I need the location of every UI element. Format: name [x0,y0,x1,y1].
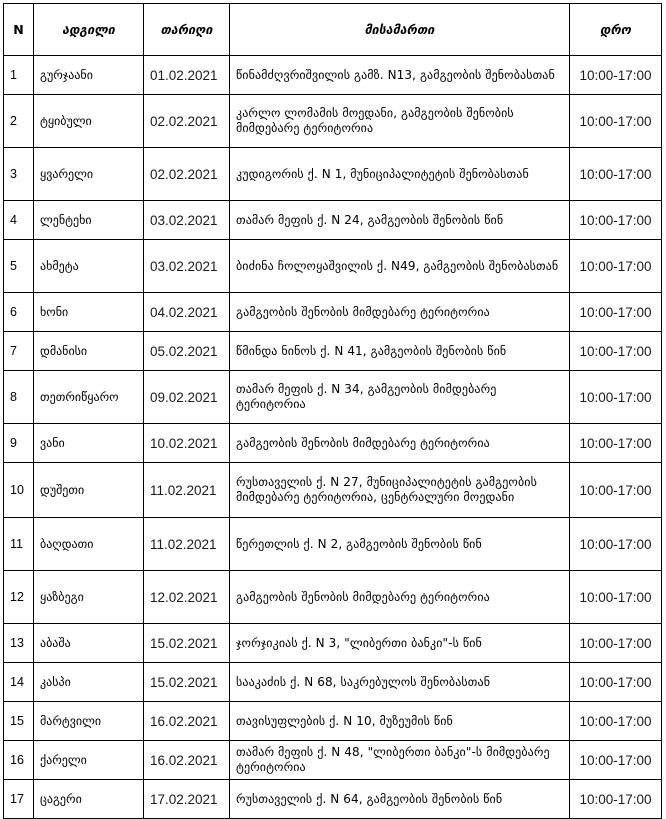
row-place: ყაზბეგი [34,571,144,624]
table-row [4,148,662,201]
row-address: თამარ მეფის ქ. N 48, "ლიბერთი ბანკი"-ს მიმდებარე ტერიტორია [230,741,570,780]
schedule-table [3,3,662,819]
header-number: N [4,4,34,56]
row-number: 15 [4,702,34,741]
row-date: 05.02.2021 [144,332,230,371]
row-time: 10:00-17:00 [570,741,662,780]
row-place: დუშეთი [34,463,144,518]
row-number: 5 [4,240,34,293]
table-row [4,702,662,741]
row-date: 02.02.2021 [144,95,230,148]
row-time: 10:00-17:00 [570,463,662,518]
row-date: 03.02.2021 [144,240,230,293]
table-row [4,293,662,332]
row-number: 13 [4,624,34,663]
row-time: 10:00-17:00 [570,371,662,424]
row-address: კუდიგორის ქ. N 1, მუნიციპალიტეტის შენობასთან [230,148,570,201]
row-time: 10:00-17:00 [570,624,662,663]
row-address: წინამძღვრიშვილის გამზ. N13, გამგეობის შენობასთან [230,56,570,95]
row-number: 12 [4,571,34,624]
row-time: 10:00-17:00 [570,240,662,293]
row-address: გამგეობის შენობის მიმდებარე ტერიტორია [230,293,570,332]
row-place: ლენტეხი [34,201,144,240]
table-row [4,624,662,663]
row-date: 03.02.2021 [144,201,230,240]
row-time: 10:00-17:00 [570,201,662,240]
header-date: თარიღი [144,4,230,56]
header-time: დრო [570,4,662,56]
row-number: 9 [4,424,34,463]
row-number: 1 [4,56,34,95]
row-time: 10:00-17:00 [570,148,662,201]
row-address: გამგეობის შენობის მიმდებარე ტერიტორია [230,571,570,624]
row-address: წმინდა ნინოს ქ. N 41, გამგეობის შენობის წინ [230,332,570,371]
table-row [4,240,662,293]
row-number: 14 [4,663,34,702]
row-place: აბაშა [34,624,144,663]
row-place: ხონი [34,293,144,332]
row-time: 10:00-17:00 [570,56,662,95]
header-address: მისამართი [230,4,570,56]
table-row [4,201,662,240]
row-time: 10:00-17:00 [570,780,662,819]
row-time: 10:00-17:00 [570,518,662,571]
row-place: დმანისი [34,332,144,371]
row-number: 17 [4,780,34,819]
row-date: 11.02.2021 [144,518,230,571]
row-date: 11.02.2021 [144,463,230,518]
row-date: 02.02.2021 [144,148,230,201]
row-address: რუსთაველის ქ. N 64, გამგეობის შენობის წინ [230,780,570,819]
row-address: სააკაძის ქ. N 68, საკრებულოს შენობასთან [230,663,570,702]
row-time: 10:00-17:00 [570,293,662,332]
row-place: თეთრიწყარო [34,371,144,424]
row-address: თავისუფლების ქ. N 10, მუზეუმის წინ [230,702,570,741]
row-number: 3 [4,148,34,201]
row-address: კარლო ლომამის მოედანი, გამგეობის შენობის მიმდებარე ტერიტორია [230,95,570,148]
row-place: კასპი [34,663,144,702]
row-time: 10:00-17:00 [570,571,662,624]
table-row [4,95,662,148]
table-row [4,663,662,702]
row-date: 16.02.2021 [144,741,230,780]
row-number: 10 [4,463,34,518]
row-address: ჯორჯიკიას ქ. N 3, "ლიბერთი ბანკი"-ს წინ [230,624,570,663]
row-date: 01.02.2021 [144,56,230,95]
row-time: 10:00-17:00 [570,332,662,371]
table-row [4,371,662,424]
table-row [4,56,662,95]
row-address: გამგეობის შენობის მიმდებარე ტერიტორია [230,424,570,463]
row-number: 6 [4,293,34,332]
row-time: 10:00-17:00 [570,663,662,702]
row-number: 7 [4,332,34,371]
table-row [4,332,662,371]
row-number: 2 [4,95,34,148]
table-row [4,463,662,518]
row-place: ცაგერი [34,780,144,819]
header-place: ადგილი [34,4,144,56]
row-address: თამარ მეფის ქ. N 24, გამგეობის შენობის წინ [230,201,570,240]
row-date: 09.02.2021 [144,371,230,424]
row-time: 10:00-17:00 [570,95,662,148]
row-date: 10.02.2021 [144,424,230,463]
row-number: 4 [4,201,34,240]
row-place: ბაღდათი [34,518,144,571]
row-time: 10:00-17:00 [570,424,662,463]
row-date: 17.02.2021 [144,780,230,819]
row-address: თამარ მეფის ქ. N 34, გამგეობის მიმდებარე ტერიტორია [230,371,570,424]
row-place: ქარელი [34,741,144,780]
row-time: 10:00-17:00 [570,702,662,741]
row-date: 15.02.2021 [144,624,230,663]
table-row [4,424,662,463]
row-place: ახმეტა [34,240,144,293]
row-address: რუსთაველის ქ. N 27, მუნიციპალიტეტის გამგეობის მიმდებარე ტერიტორია, ცენტრალური მოედანი [230,463,570,518]
row-date: 16.02.2021 [144,702,230,741]
row-date: 15.02.2021 [144,663,230,702]
row-place: ყვარელი [34,148,144,201]
table-row [4,571,662,624]
table-row [4,518,662,571]
row-place: ვანი [34,424,144,463]
row-date: 12.02.2021 [144,571,230,624]
row-address: წერეთლის ქ. N 2, გამგეობის შენობის წინ [230,518,570,571]
row-number: 16 [4,741,34,780]
row-place: გურჯაანი [34,56,144,95]
row-number: 8 [4,371,34,424]
row-number: 11 [4,518,34,571]
header-row [4,4,662,56]
table-row [4,741,662,780]
table-row [4,780,662,819]
row-address: ბიძინა ჩოლოყაშვილის ქ. N49, გამგეობის შენობასთან [230,240,570,293]
row-place: მარტვილი [34,702,144,741]
row-date: 04.02.2021 [144,293,230,332]
row-place: ტყიბული [34,95,144,148]
